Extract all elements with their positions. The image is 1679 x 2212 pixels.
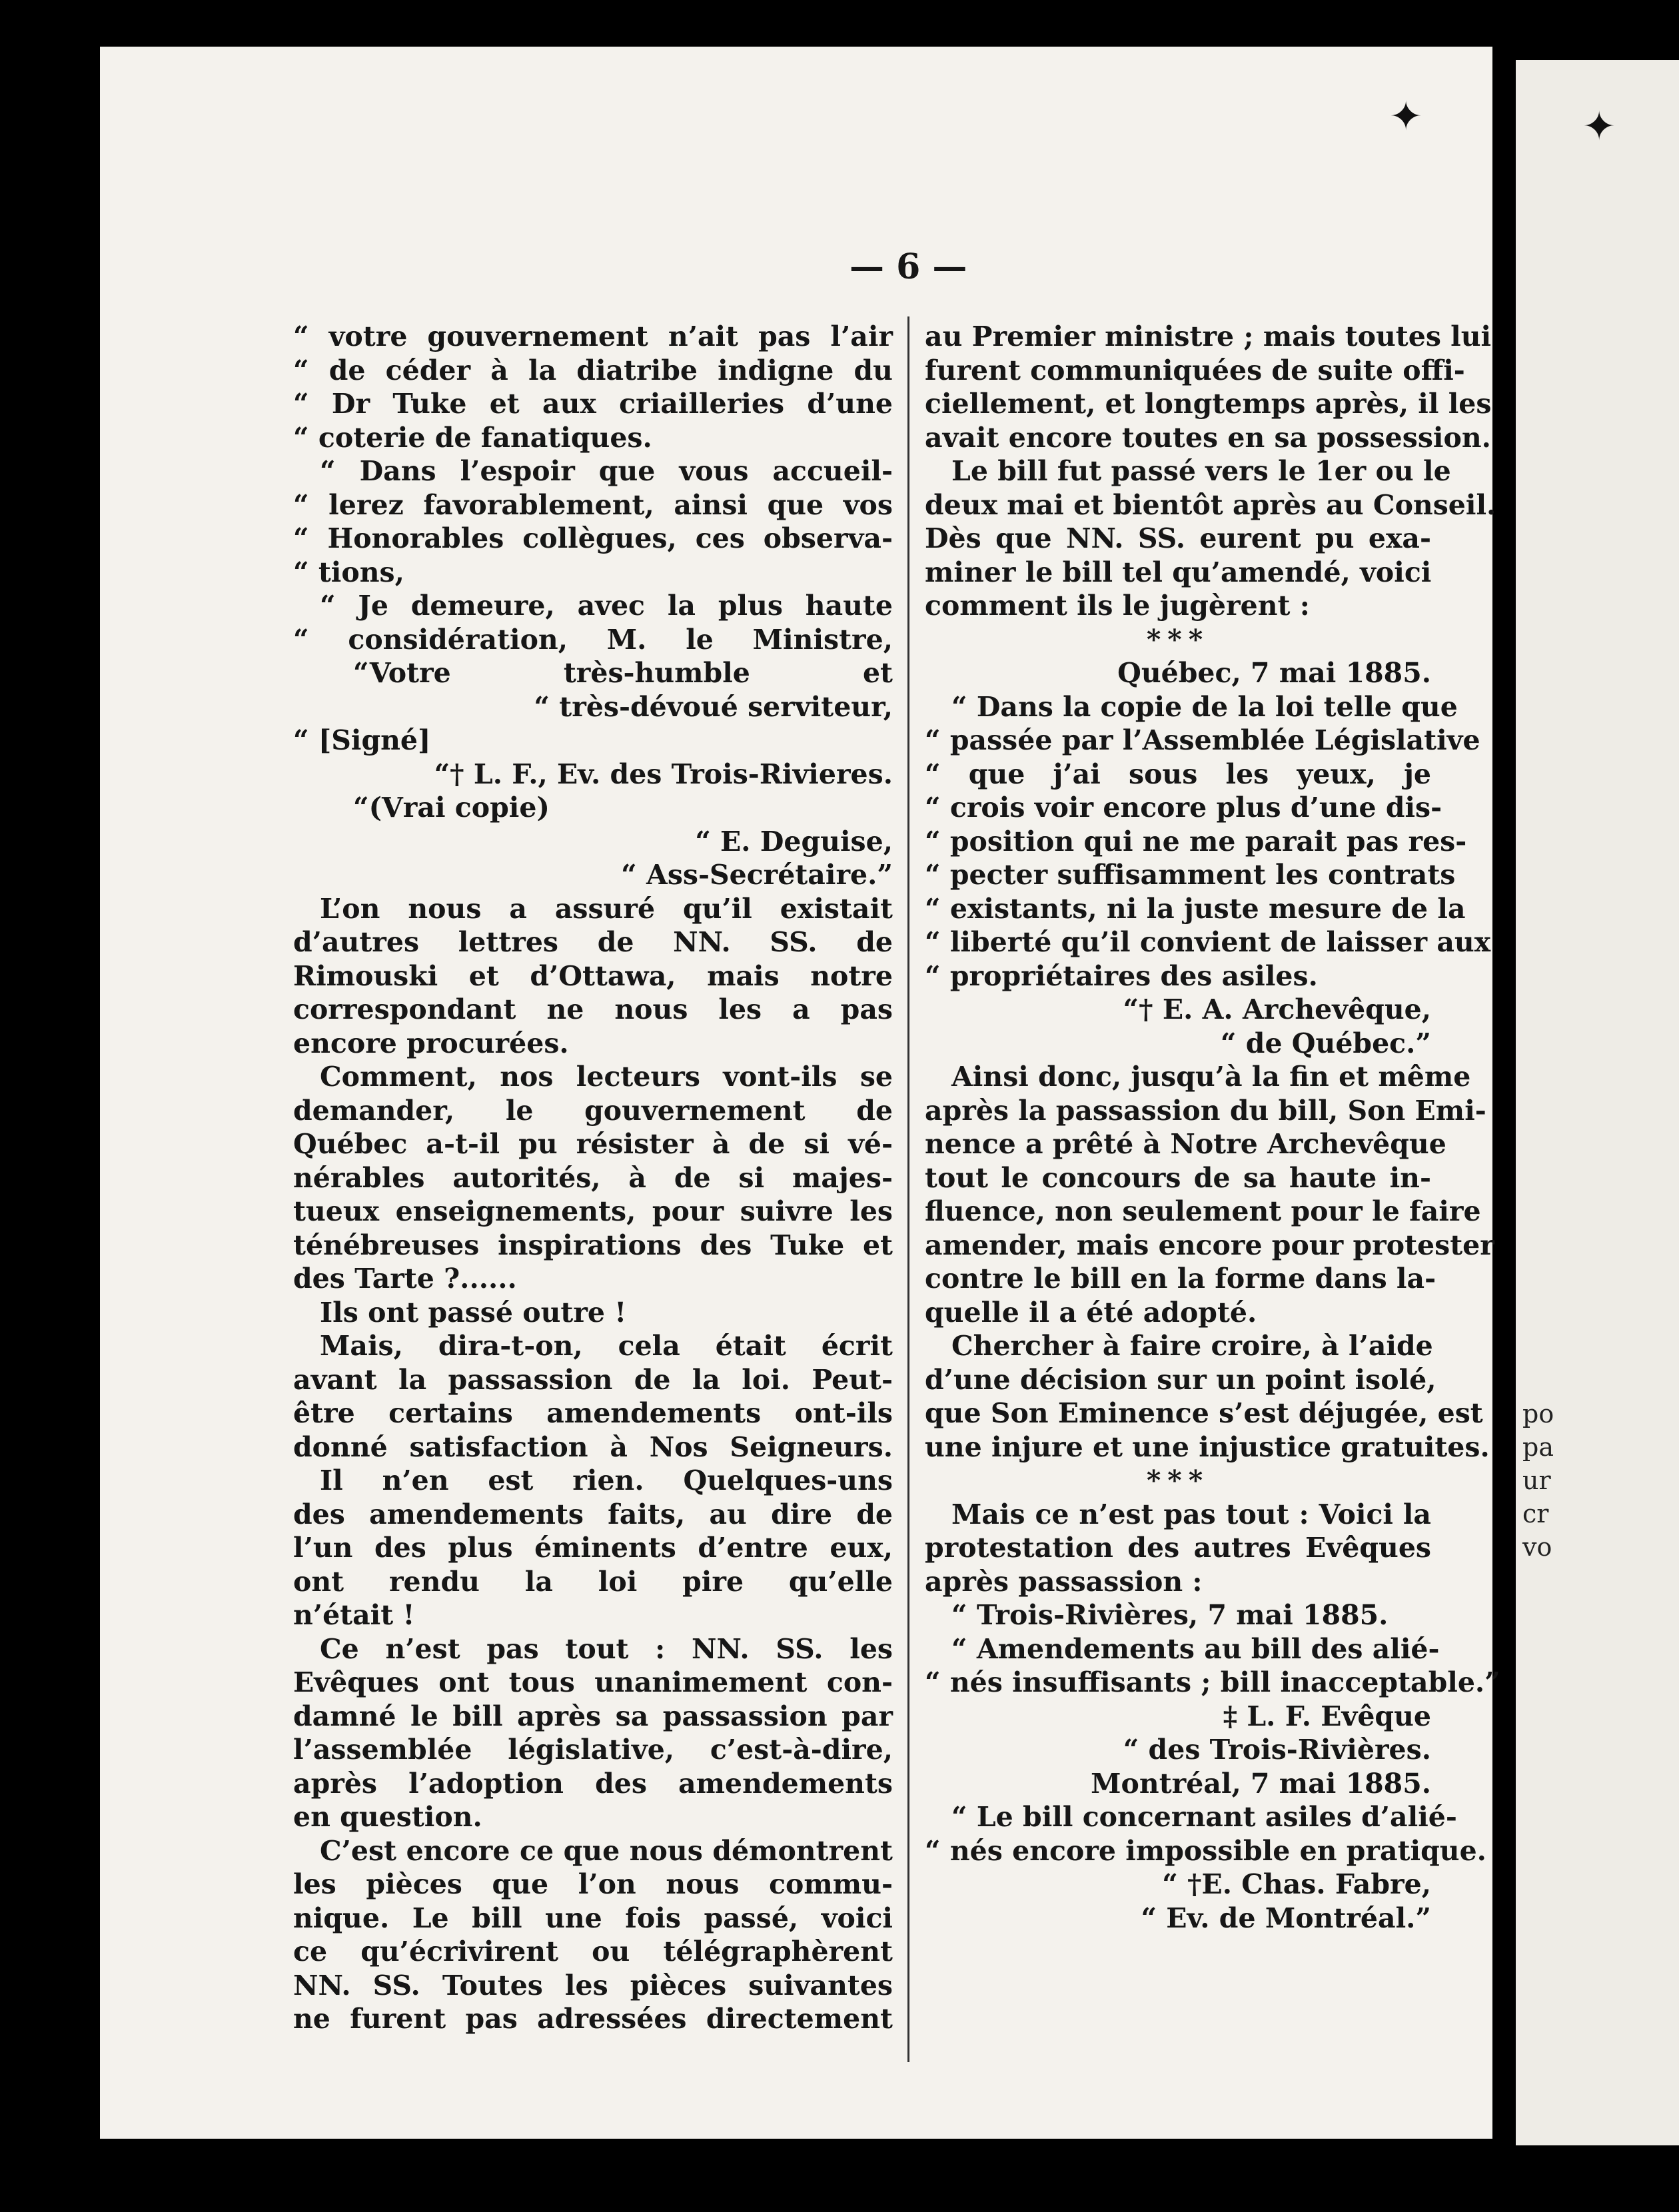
text-line: “ Trois-Rivières, 7 mai 1885. xyxy=(951,1599,1389,1631)
text-line: des amendements faits, au dire de xyxy=(293,1498,893,1530)
text-line: “ crois voir encore plus d’une dis- xyxy=(925,792,1442,824)
text-line: Ce n’est pas tout : NN. SS. les xyxy=(320,1632,893,1665)
text-line: amender, mais encore pour protester xyxy=(925,1229,1494,1261)
text-line: après passassion : xyxy=(925,1565,1203,1598)
text-line: être certains amendements ont-ils xyxy=(293,1397,893,1429)
text-line: “Votre très-humble et xyxy=(353,657,893,689)
text-line: des Tarte ?...... xyxy=(293,1263,517,1295)
text-line: Mais, dira-t-on, cela était écrit xyxy=(320,1330,893,1362)
text-line: C’est encore ce que nous démontrent xyxy=(320,1834,893,1867)
text-line: “ considération, M. le Ministre, xyxy=(293,623,893,656)
text-line: nique. Le bill une fois passé, voici xyxy=(293,1902,893,1934)
left-column xyxy=(293,320,893,2036)
text-line: comment ils le jugèrent : xyxy=(925,590,1310,622)
text-line: nence a prêté à Notre Archevêque xyxy=(925,1128,1446,1160)
text-line: que Son Eminence s’est déjugée, est xyxy=(925,1397,1483,1429)
text-line: une injure et une injustice gratuites. xyxy=(925,1430,1490,1463)
text-line: ‡ L. F. Evêque xyxy=(1223,1700,1431,1732)
text-line: “ Le bill concernant asiles d’alié- xyxy=(951,1801,1457,1833)
text-line: miner le bill tel qu’amendé, voici xyxy=(925,556,1432,588)
text-line: avait encore toutes en sa possession. xyxy=(925,421,1491,454)
scan-mark-icon: ✦ xyxy=(1582,103,1616,150)
text-line: Chercher à faire croire, à l’aide xyxy=(951,1330,1433,1362)
text-line: tueux enseignements, pour suivre les xyxy=(293,1195,893,1227)
text-line: “ des Trois-Rivières. xyxy=(1123,1734,1431,1766)
text-line: “ passée par l’Assemblée Législative xyxy=(925,724,1480,756)
text-line: “ nés insuffisants ; bill inacceptable.” xyxy=(925,1666,1500,1698)
text-line: “ très-dévoué serviteur, xyxy=(534,690,893,723)
text-line: correspondant ne nous les a pas xyxy=(293,993,893,1025)
text-line: “ nés encore impossible en pratique. xyxy=(925,1834,1486,1867)
text-line: n’était ! xyxy=(293,1599,415,1631)
text-line: “ †E. Chas. Fabre, xyxy=(1162,1868,1431,1900)
text-line: au Premier ministre ; mais toutes lui xyxy=(925,320,1492,352)
text-line: Comment, nos lecteurs vont-ils se xyxy=(320,1061,893,1093)
adjacent-page-fragment: pa xyxy=(1522,1432,1554,1462)
text-line: “ de céder à la diatribe indigne du xyxy=(293,354,893,386)
text-line: “ liberté qu’il convient de laisser aux xyxy=(925,926,1491,958)
text-line: encore procurées. xyxy=(293,1027,569,1059)
text-line: nérables autorités, à de si majes- xyxy=(293,1161,893,1194)
text-line: quelle il a été adopté. xyxy=(925,1296,1257,1329)
text-line: d’autres lettres de NN. SS. de xyxy=(293,926,893,958)
text-line: “ Dr Tuke et aux criailleries d’une xyxy=(293,388,893,420)
text-line: Ainsi donc, jusqu’à la fin et même xyxy=(951,1061,1471,1093)
text-line: damné le bill après sa passassion par xyxy=(293,1700,893,1732)
column-divider xyxy=(907,316,909,2062)
text-line: “ Dans l’espoir que vous accueil- xyxy=(320,455,893,487)
text-line: “ lerez favorablement, ainsi que vos xyxy=(293,488,893,521)
text-line: “ de Québec.” xyxy=(1220,1027,1431,1059)
page-number: — 6 — xyxy=(849,247,967,287)
text-line: l’un des plus éminents d’entre eux, xyxy=(293,1532,893,1564)
text-line: L’on nous a assuré qu’il existait xyxy=(320,892,893,925)
text-line: “ tions, xyxy=(293,556,404,588)
text-line: en question. xyxy=(293,1801,482,1833)
text-line: l’assemblée législative, c’est-à-dire, xyxy=(293,1734,893,1766)
text-line: “ Honorables collègues, ces observa- xyxy=(293,522,893,554)
text-line: “ [Signé] xyxy=(293,724,431,756)
text-line: “(Vrai copie) xyxy=(353,792,550,824)
text-line: après l’adoption des amendements xyxy=(293,1767,893,1800)
adjacent-page-edge xyxy=(1516,60,1679,2145)
text-line: Il n’en est rien. Quelques-uns xyxy=(320,1464,893,1496)
adjacent-page-fragment: ur xyxy=(1522,1466,1551,1495)
text-line: d’une décision sur un point isolé, xyxy=(925,1363,1436,1396)
adjacent-page-fragment: cr xyxy=(1522,1499,1549,1528)
adjacent-page-fragment: vo xyxy=(1522,1532,1552,1562)
text-line: ce qu’écrivirent ou télégraphèrent xyxy=(293,1936,893,1967)
text-line: Le bill fut passé vers le 1er ou le xyxy=(951,455,1451,487)
text-line: demander, le gouvernement de xyxy=(293,1094,893,1127)
text-line: “ Amendements au bill des alié- xyxy=(951,1632,1440,1665)
text-line: protestation des autres Evêques xyxy=(925,1532,1431,1564)
text-line: contre le bill en la forme dans la- xyxy=(925,1263,1436,1295)
scanned-page xyxy=(100,47,1500,2139)
text-line: “ Je demeure, avec la plus haute xyxy=(320,590,893,622)
adjacent-page-fragment: po xyxy=(1522,1399,1554,1428)
text-line: les pièces que l’on nous commu- xyxy=(293,1868,893,1900)
text-line: donné satisfaction à Nos Seigneurs. xyxy=(293,1430,893,1463)
text-line: “ pecter suffisamment les contrats xyxy=(925,859,1456,891)
scan-mark-icon: ✦ xyxy=(1389,93,1423,140)
text-line: ne furent pas adressées directement xyxy=(293,2003,893,2035)
text-line: deux mai et bientôt après au Conseil. xyxy=(925,488,1496,521)
text-line: “ propriétaires des asiles. xyxy=(925,959,1318,992)
text-line: *** xyxy=(1146,623,1210,656)
text-line: “ Dans la copie de la loi telle que xyxy=(951,690,1458,723)
text-line: *** xyxy=(1146,1464,1210,1496)
text-line: avant la passassion de la loi. Peut- xyxy=(293,1363,893,1396)
text-line: ciellement, et longtemps après, il les xyxy=(925,388,1492,420)
text-line: NN. SS. Toutes les pièces suivantes xyxy=(293,1969,893,2001)
text-line: “ existants, ni la juste mesure de la xyxy=(925,892,1466,925)
text-line: “† L. F., Ev. des Trois-Rivieres. xyxy=(434,758,893,790)
text-line: “† E. A. Archevêque, xyxy=(1123,993,1431,1025)
text-line: “ Ass-Secrétaire.” xyxy=(621,859,893,891)
text-line: Rimouski et d’Ottawa, mais notre xyxy=(293,959,893,992)
text-line: “ coterie de fanatiques. xyxy=(293,421,652,454)
text-line: Mais ce n’est pas tout : Voici la xyxy=(951,1498,1431,1530)
text-line: tout le concours de sa haute in- xyxy=(925,1161,1431,1194)
text-line: ont rendu la loi pire qu’elle xyxy=(293,1565,893,1598)
right-column xyxy=(925,320,1500,1935)
text-line: “ Ev. de Montréal.” xyxy=(1141,1902,1431,1934)
text-line: après la passassion du bill, Son Emi- xyxy=(925,1094,1486,1127)
text-line: “ position qui ne me parait pas res- xyxy=(925,825,1467,857)
text-line: “ que j’ai sous les yeux, je xyxy=(925,758,1431,790)
text-line: Québec, 7 mai 1885. xyxy=(1117,657,1431,689)
text-line: Montréal, 7 mai 1885. xyxy=(1091,1767,1431,1800)
text-line: ténébreuses inspirations des Tuke et xyxy=(293,1229,893,1261)
text-line: “ votre gouvernement n’ait pas l’air xyxy=(293,320,893,352)
text-line: “ E. Deguise, xyxy=(695,825,893,857)
text-line: Québec a-t-il pu résister à de si vé- xyxy=(293,1128,893,1160)
text-line: furent communiquées de suite offi- xyxy=(925,354,1465,386)
text-line: Ils ont passé outre ! xyxy=(320,1296,627,1329)
text-line: Dès que NN. SS. eurent pu exa- xyxy=(925,522,1431,554)
text-line: fluence, non seulement pour le faire xyxy=(925,1195,1481,1227)
text-line: Evêques ont tous unanimement con- xyxy=(293,1666,893,1698)
